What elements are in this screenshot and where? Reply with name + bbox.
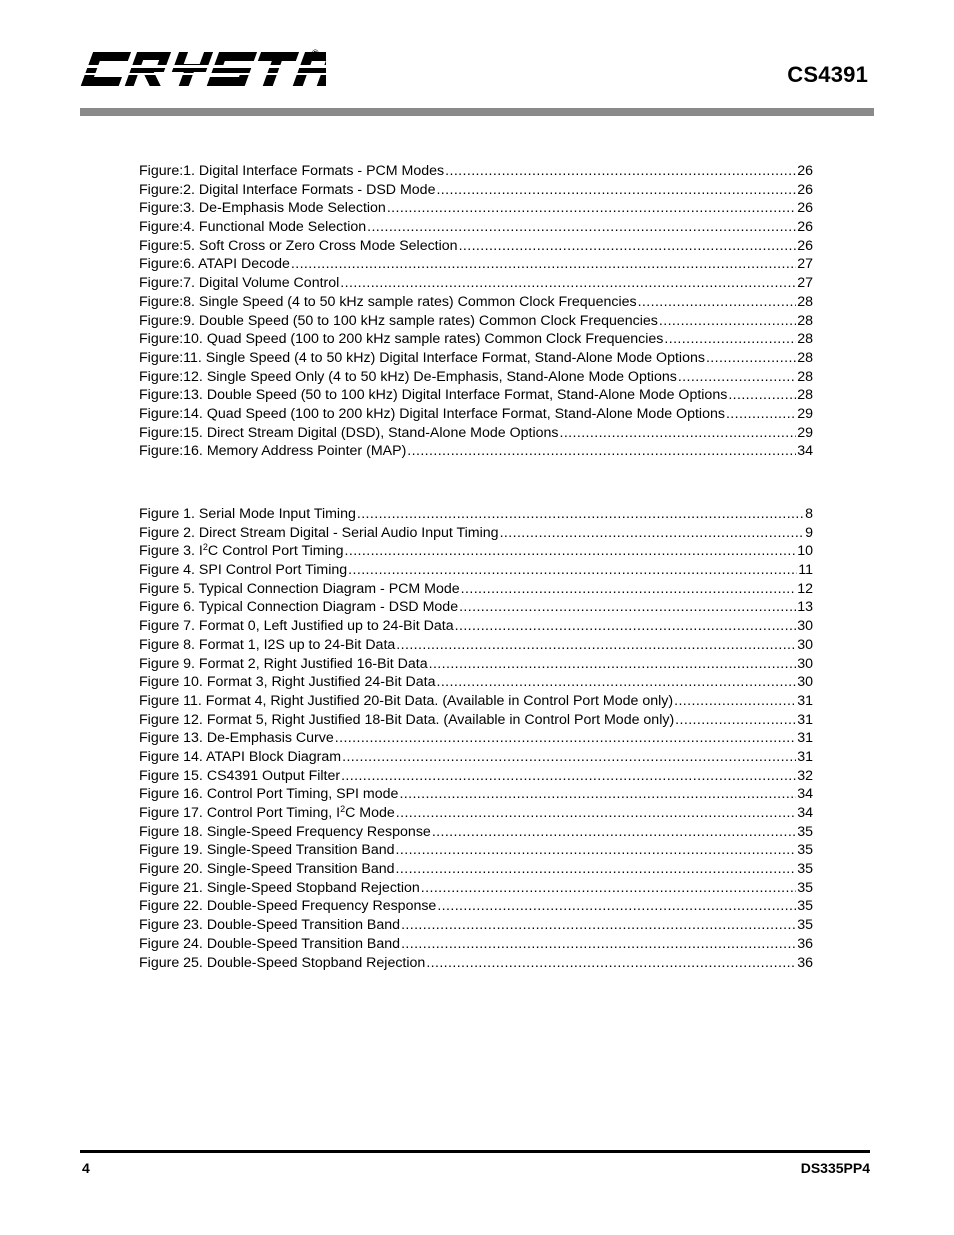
dot-leader bbox=[396, 841, 797, 860]
table-entry-label: Figure:1. Digital Interface Formats - PCM Modes bbox=[139, 163, 445, 179]
figure-entry-label: Figure 13. De-Emphasis Curve bbox=[139, 730, 334, 747]
table-entry-label: Figure:2. Digital Interface Formats - DSD Mode bbox=[139, 181, 436, 198]
document-code: DS335PP4 bbox=[800, 1160, 870, 1176]
figure-entry-label: Figure 8. Format 1, I2S up to 24-Bit Data bbox=[139, 636, 396, 653]
table-entry-page: 26 bbox=[797, 163, 813, 179]
table-entry[interactable] bbox=[139, 162, 813, 181]
registered-mark: ® bbox=[312, 48, 319, 58]
figure-entry[interactable] bbox=[139, 524, 813, 543]
figure-entry-page: 12 bbox=[797, 580, 813, 597]
table-entry-label: Figure:3. De-Emphasis Mode Selection bbox=[139, 200, 386, 217]
dot-leader bbox=[675, 711, 796, 730]
dot-leader bbox=[341, 767, 796, 786]
figure-entry-page: 31 bbox=[797, 711, 813, 728]
table-entry-page: 29 bbox=[797, 424, 813, 441]
label-text: C Mode bbox=[345, 805, 395, 821]
table-entry[interactable] bbox=[139, 442, 813, 461]
figure-entry-label: Figure 12. Format 5, Right Justified 18-Bit Data. (Available in Control Port Mode only) bbox=[139, 711, 675, 728]
figure-entry[interactable] bbox=[139, 692, 813, 711]
figure-entry-label bbox=[139, 804, 395, 823]
dot-leader bbox=[728, 386, 796, 405]
figure-entry-label: Figure 22. Double-Speed Frequency Response bbox=[139, 898, 437, 915]
figure-entry[interactable] bbox=[139, 505, 813, 524]
figure-entry[interactable] bbox=[139, 580, 813, 599]
crystal-logo-graphic bbox=[78, 44, 326, 94]
label-superscript: 2 bbox=[340, 804, 346, 814]
dot-leader bbox=[436, 181, 796, 200]
label-text: C Control Port Timing bbox=[207, 543, 344, 560]
dot-leader bbox=[659, 312, 796, 331]
figure-entry-label: Figure 21. Single-Speed Stopband Rejection bbox=[139, 879, 420, 896]
dot-leader bbox=[421, 879, 796, 898]
table-entry-page: 28 bbox=[797, 349, 813, 366]
figure-entry-label: Figure 6. Typical Connection Diagram - DSD Mode bbox=[139, 599, 459, 616]
dot-leader bbox=[426, 954, 796, 973]
figure-entry-label: Figure 1. Serial Mode Input Timing bbox=[139, 506, 356, 522]
list-of-figures bbox=[139, 505, 813, 972]
dot-leader bbox=[560, 424, 797, 443]
figure-entry-page: 30 bbox=[797, 636, 813, 653]
table-entry-label: Figure:13. Double Speed (50 to 100 kHz) Digital Interface Format, Stand-Alone Mode Options bbox=[139, 387, 728, 404]
table-entry-page: 28 bbox=[797, 368, 813, 385]
table-entry-page: 28 bbox=[797, 312, 813, 329]
dot-leader bbox=[335, 729, 796, 748]
table-entry[interactable] bbox=[139, 368, 813, 387]
table-entry-label: Figure:5. Soft Cross or Zero Cross Mode Selection bbox=[139, 237, 458, 254]
figure-entry-label: Figure 14. ATAPI Block Diagram bbox=[139, 748, 342, 765]
figure-entry[interactable] bbox=[139, 860, 813, 879]
table-entry[interactable] bbox=[139, 405, 813, 424]
page-number: 4 bbox=[82, 1160, 90, 1176]
figure-entry-page: 10 bbox=[797, 543, 813, 560]
figure-entry-page: 30 bbox=[797, 674, 813, 691]
product-title: CS4391 bbox=[787, 62, 868, 87]
table-entry[interactable] bbox=[139, 255, 813, 274]
figure-entry-label: Figure 24. Double-Speed Transition Band bbox=[139, 935, 401, 952]
table-entry-page: 28 bbox=[797, 331, 813, 348]
figure-entry[interactable] bbox=[139, 636, 813, 655]
table-entry[interactable] bbox=[139, 386, 813, 405]
figure-entry-label: Figure 16. Control Port Timing, SPI mode bbox=[139, 786, 399, 803]
dot-leader bbox=[706, 349, 796, 368]
figure-entry-page: 35 bbox=[797, 823, 813, 840]
dot-leader bbox=[445, 162, 796, 181]
table-entry-page: 26 bbox=[797, 219, 813, 236]
footer-rule bbox=[80, 1150, 870, 1153]
table-entry[interactable] bbox=[139, 349, 813, 368]
figure-entry-page: 31 bbox=[797, 748, 813, 765]
figure-entry-page: 32 bbox=[797, 767, 813, 784]
figure-entry-label: Figure 5. Typical Connection Diagram - PCM Mode bbox=[139, 580, 460, 597]
figure-entry-page: 9 bbox=[805, 524, 813, 541]
dot-leader bbox=[678, 368, 796, 387]
dot-leader bbox=[674, 692, 796, 711]
dot-leader bbox=[407, 442, 796, 461]
figure-entry-page: 35 bbox=[797, 917, 813, 934]
figure-entry[interactable] bbox=[139, 655, 813, 674]
figure-entry[interactable] bbox=[139, 804, 813, 823]
figure-entry[interactable] bbox=[139, 823, 813, 842]
table-entry-page: 26 bbox=[797, 237, 813, 254]
table-entry[interactable] bbox=[139, 199, 813, 218]
figure-entry-page: 35 bbox=[797, 898, 813, 915]
table-entry[interactable] bbox=[139, 274, 813, 293]
figure-entry-page: 35 bbox=[797, 861, 813, 878]
table-entry-page: 27 bbox=[797, 256, 813, 273]
figure-entry-page: 36 bbox=[797, 935, 813, 952]
figure-entry[interactable] bbox=[139, 673, 813, 692]
figure-entry-page: 31 bbox=[797, 692, 813, 709]
figure-entry-page: 36 bbox=[797, 954, 813, 971]
dot-leader bbox=[401, 935, 796, 954]
figure-entry-page: 35 bbox=[797, 842, 813, 859]
table-entry-label: Figure:10. Quad Speed (100 to 200 kHz sample rates) Common Clock Frequencies bbox=[139, 331, 664, 348]
table-entry-label: Figure:14. Quad Speed (100 to 200 kHz) Digital Interface Format, Stand-Alone Mode Options bbox=[139, 405, 725, 422]
figure-entry-page: 34 bbox=[797, 786, 813, 803]
dot-leader bbox=[459, 237, 797, 256]
table-entry-label: Figure:6. ATAPI Decode bbox=[139, 256, 290, 273]
table-entry-label: Figure:15. Direct Stream Digital (DSD), Stand-Alone Mode Options bbox=[139, 424, 559, 441]
table-entry-label: Figure:8. Single Speed (4 to 50 kHz sample rates) Common Clock Frequencies bbox=[139, 293, 637, 310]
table-entry[interactable] bbox=[139, 330, 813, 349]
table-entry-label: Figure:4. Functional Mode Selection bbox=[139, 219, 367, 236]
dot-leader bbox=[396, 804, 796, 823]
table-entry-label: Figure:7. Digital Volume Control bbox=[139, 275, 340, 292]
figure-entry[interactable] bbox=[139, 879, 813, 898]
label-text: Figure 3. I bbox=[139, 543, 203, 560]
dot-leader bbox=[342, 748, 796, 767]
dot-leader bbox=[459, 598, 796, 617]
dot-leader bbox=[437, 897, 796, 916]
dot-leader bbox=[387, 199, 796, 218]
figure-entry-page: 8 bbox=[805, 506, 813, 522]
figure-entry-label: Figure 2. Direct Stream Digital - Serial Audio Input Timing bbox=[139, 524, 499, 541]
table-entry-label: Figure:16. Memory Address Pointer (MAP) bbox=[139, 443, 407, 460]
dot-leader bbox=[437, 673, 797, 692]
figure-entry[interactable] bbox=[139, 542, 813, 561]
figure-entry[interactable] bbox=[139, 785, 813, 804]
figure-entry[interactable] bbox=[139, 598, 813, 617]
figure-entry-label: Figure 9. Format 2, Right Justified 16-Bit Data bbox=[139, 655, 428, 672]
figure-entry-label bbox=[139, 542, 344, 561]
dot-leader bbox=[345, 542, 797, 561]
figure-entry[interactable] bbox=[139, 841, 813, 860]
list-of-tables bbox=[139, 162, 813, 461]
dot-leader bbox=[429, 655, 797, 674]
figure-entry-label: Figure 11. Format 4, Right Justified 20-Bit Data. (Available in Control Port Mode only) bbox=[139, 692, 674, 709]
dot-leader bbox=[291, 255, 796, 274]
dot-leader bbox=[367, 218, 796, 237]
dot-leader bbox=[664, 330, 796, 349]
figure-entry[interactable] bbox=[139, 916, 813, 935]
figure-entry-label: Figure 23. Double-Speed Transition Band bbox=[139, 917, 401, 934]
figure-entry-page: 35 bbox=[797, 879, 813, 896]
table-entry-page: 26 bbox=[797, 200, 813, 217]
table-entry-page: 29 bbox=[797, 405, 813, 422]
dot-leader bbox=[638, 293, 797, 312]
figure-entry-label: Figure 15. CS4391 Output Filter bbox=[139, 767, 341, 784]
figure-entry[interactable] bbox=[139, 617, 813, 636]
figure-entry-label: Figure 25. Double-Speed Stopband Rejection bbox=[139, 954, 426, 971]
figure-entry-page: 34 bbox=[797, 805, 813, 821]
figure-entry[interactable] bbox=[139, 954, 813, 973]
dot-leader bbox=[500, 524, 805, 543]
dot-leader bbox=[401, 916, 796, 935]
label-text: Figure 17. Control Port Timing, I bbox=[139, 805, 341, 821]
dot-leader bbox=[348, 561, 797, 580]
figure-entry-label: Figure 4. SPI Control Port Timing bbox=[139, 562, 348, 579]
table-entry-page: 34 bbox=[797, 443, 813, 460]
figure-entry[interactable] bbox=[139, 729, 813, 748]
figure-entry-page: 30 bbox=[797, 618, 813, 635]
figure-entry-label: Figure 18. Single-Speed Frequency Response bbox=[139, 823, 431, 840]
table-entry-label: Figure:9. Double Speed (50 to 100 kHz sample rates) Common Clock Frequencies bbox=[139, 312, 658, 329]
dot-leader bbox=[396, 636, 796, 655]
table-entry[interactable] bbox=[139, 218, 813, 237]
figure-entry-label: Figure 7. Format 0, Left Justified up to 24-Bit Data bbox=[139, 618, 454, 635]
table-entry[interactable] bbox=[139, 181, 813, 200]
figure-entry[interactable] bbox=[139, 935, 813, 954]
table-entry[interactable] bbox=[139, 424, 813, 443]
dot-leader bbox=[455, 617, 797, 636]
table-entry-label: Figure:12. Single Speed Only (4 to 50 kHz) De-Emphasis, Stand-Alone Mode Options bbox=[139, 368, 677, 385]
figure-entry[interactable] bbox=[139, 748, 813, 767]
table-entry-page: 28 bbox=[797, 387, 813, 404]
dot-leader bbox=[432, 823, 796, 842]
dot-leader bbox=[461, 580, 797, 599]
dot-leader bbox=[357, 505, 804, 524]
table-entry-page: 26 bbox=[797, 181, 813, 198]
dot-leader bbox=[340, 274, 796, 293]
figure-entry-page: 31 bbox=[797, 730, 813, 747]
dot-leader bbox=[396, 860, 797, 879]
figure-entry-page: 13 bbox=[797, 599, 813, 616]
figure-entry[interactable] bbox=[139, 561, 813, 580]
label-superscript: 2 bbox=[202, 542, 208, 553]
figure-entry-label: Figure 20. Single-Speed Transition Band bbox=[139, 861, 395, 878]
header-rule bbox=[80, 108, 874, 116]
table-entry[interactable] bbox=[139, 237, 813, 256]
dot-leader bbox=[726, 405, 796, 424]
figure-entry[interactable] bbox=[139, 897, 813, 916]
figure-entry-label: Figure 10. Format 3, Right Justified 24-Bit Data bbox=[139, 674, 436, 691]
dot-leader bbox=[399, 785, 796, 804]
figure-entry[interactable] bbox=[139, 767, 813, 786]
table-entry-page: 28 bbox=[797, 293, 813, 310]
figure-entry-page: 11 bbox=[798, 562, 813, 579]
figure-entry[interactable] bbox=[139, 711, 813, 730]
figure-entry-page: 30 bbox=[797, 655, 813, 672]
table-entry-label: Figure:11. Single Speed (4 to 50 kHz) Digital Interface Format, Stand-Alone Mode Options bbox=[139, 349, 705, 366]
table-entry[interactable] bbox=[139, 293, 813, 312]
table-entry[interactable] bbox=[139, 312, 813, 331]
figure-entry-label: Figure 19. Single-Speed Transition Band bbox=[139, 842, 395, 859]
table-entry-page: 27 bbox=[797, 275, 813, 292]
crystal-logo bbox=[78, 44, 326, 94]
